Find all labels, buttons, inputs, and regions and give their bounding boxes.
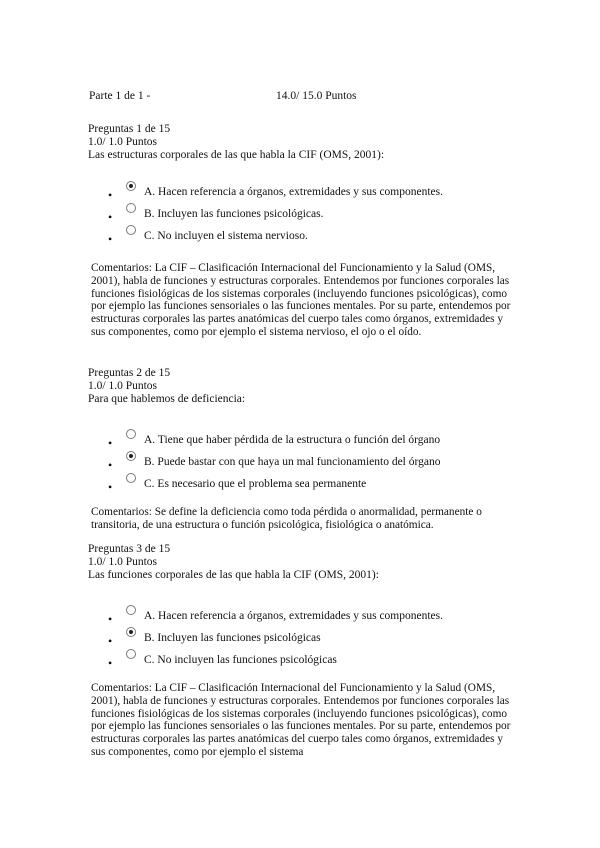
question-number: Preguntas 2 de 15 [88,367,171,379]
option-label: C. Es necesario que el problema sea permanente [144,478,367,490]
radio-checked-icon[interactable] [126,451,136,461]
question-number: Preguntas 1 de 15 [88,123,171,135]
answer-option[interactable] [108,203,518,225]
bullet-icon: • [108,458,113,472]
question-prompt: Las estructuras corporales de las que habla la CIF (OMS, 2001): [88,149,385,161]
answer-option[interactable] [108,181,518,203]
answer-option[interactable] [108,451,518,473]
question-1 [88,123,518,338]
bullet-icon: • [108,656,113,670]
question-points: 1.0/ 1.0 Puntos [88,136,158,148]
option-label: A. Hacen referencia a órganos, extremidades y sus componentes. [144,186,443,198]
radio-unchecked-icon[interactable] [126,203,136,213]
radio-checked-icon[interactable] [126,627,136,637]
answer-option[interactable] [108,605,518,627]
answer-options [108,605,518,671]
bullet-icon: • [108,232,113,246]
answer-options [108,181,518,247]
bullet-icon: • [108,436,113,450]
question-3 [88,543,518,758]
total-score: 14.0/ 15.0 Puntos [276,90,357,102]
question-points: 1.0/ 1.0 Puntos [88,380,158,392]
question-number: Preguntas 3 de 15 [88,543,171,555]
radio-unchecked-icon[interactable] [126,605,136,615]
answer-option[interactable] [108,429,518,451]
answer-option[interactable] [108,225,518,247]
bullet-icon: • [108,210,113,224]
radio-unchecked-icon[interactable] [126,429,136,439]
question-prompt: Para que hablemos de deficiencia: [88,393,246,405]
option-label: C. No incluyen las funciones psicológicas [144,654,337,666]
answer-option[interactable] [108,627,518,649]
option-label: C. No incluyen el sistema nervioso. [144,230,308,242]
part-indicator: Parte 1 de 1 - [89,90,151,102]
question-prompt: Las funciones corporales de las que habla la CIF (OMS, 2001): [88,569,379,581]
option-label: B. Incluyen las funciones psicológicas. [144,208,324,220]
radio-unchecked-icon[interactable] [126,473,136,483]
answer-options [108,429,518,495]
option-label: A. Hacen referencia a órganos, extremidades y sus componentes. [144,610,443,622]
bullet-icon: • [108,188,113,202]
radio-unchecked-icon[interactable] [126,225,136,235]
bullet-icon: • [108,612,113,626]
bullet-icon: • [108,634,113,648]
option-label: A. Tiene que haber pérdida de la estructura o función del órgano [144,434,441,446]
question-points: 1.0/ 1.0 Puntos [88,556,158,568]
question-2 [88,367,518,531]
answer-option[interactable] [108,649,518,671]
question-comment: Comentarios: Se define la deficiencia como toda pérdida o anormalidad, permanente o transitoria, de una estructura o función psicológica, fisiológica o anatómica. [91,506,482,531]
radio-checked-icon[interactable] [126,181,136,191]
answer-option[interactable] [108,473,518,495]
question-comment: Comentarios: La CIF – Clasificación Internacional del Funcionamiento y la Salud (OMS, 2001), habla de funciones y estructuras corporales. Entendemos por funciones corporales las funciones fisiológicas de los sistemas corporales (incluyendo funciones psicológicas), como por ejemplo las funciones sensoriales o las funciones mentales. Por su parte, entendemos por estructuras corporales las partes anatómicas del cuerpo tales como órganos, extremidades y sus componentes, como por ejemplo el sistema [91,682,511,758]
bullet-icon: • [108,480,113,494]
radio-unchecked-icon[interactable] [126,649,136,659]
option-label: B. Incluyen las funciones psicológicas [144,632,321,644]
option-label: B. Puede bastar con que haya un mal funcionamiento del órgano [144,456,441,468]
page-header [89,90,509,104]
question-comment: Comentarios: La CIF – Clasificación Internacional del Funcionamiento y la Salud (OMS, 2001), habla de funciones y estructuras corporales. Entendemos por funciones corporales las funciones fisiológicas de los sistemas corporales (incluyendo funciones psicológicas), como por ejemplo las funciones sensoriales o las funciones mentales. Por su parte, entendemos por estructuras corporales las partes anatómicas del cuerpo tales como órganos, extremidades y sus componentes, como por ejemplo el sistema nervioso, el ojo o el oído. [91,262,511,338]
